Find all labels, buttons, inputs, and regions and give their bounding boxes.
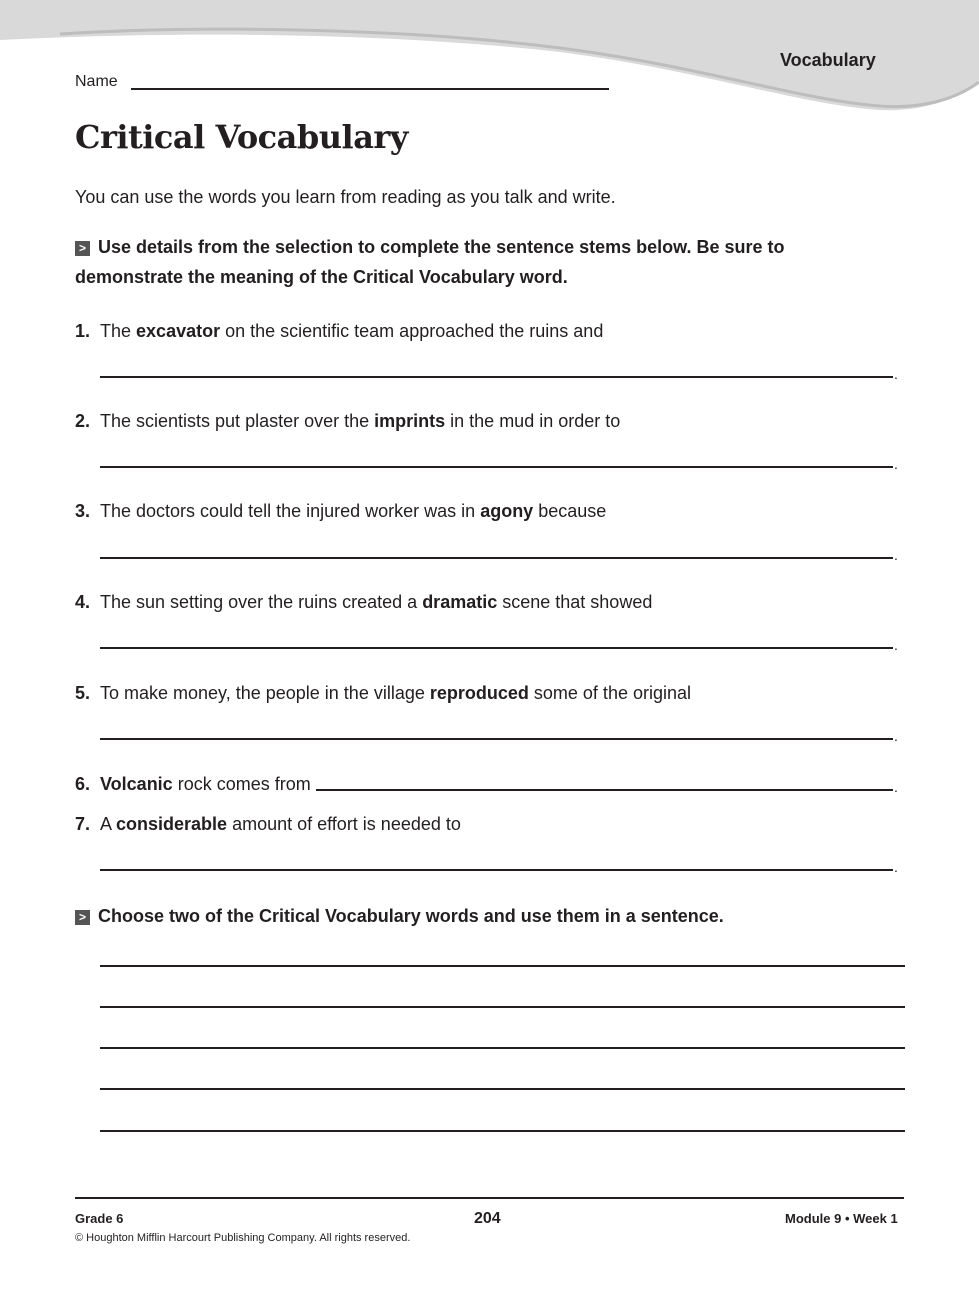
vocab-word-dramatic: dramatic xyxy=(422,592,498,612)
writing-line[interactable] xyxy=(100,965,905,967)
answer-line-3[interactable] xyxy=(100,557,893,559)
writing-line[interactable] xyxy=(100,1130,905,1132)
vocab-word-excavator: excavator xyxy=(136,321,221,341)
answer-line-7[interactable] xyxy=(100,869,893,871)
footer-module: Module 9 • Week 1 xyxy=(785,1211,898,1226)
writing-line[interactable] xyxy=(100,1006,905,1008)
footer-grade: Grade 6 xyxy=(75,1211,124,1226)
vocab-word-reproduced: reproduced xyxy=(429,683,529,703)
answer-line-2[interactable] xyxy=(100,466,893,468)
section-label: Vocabulary xyxy=(780,50,876,70)
instruction-1 xyxy=(75,232,835,292)
question-number: 2. xyxy=(75,411,91,431)
vocab-word-volcanic: Volcanic xyxy=(100,774,173,794)
question-2-text: The scientists put plaster over the imprints in the mud in order to xyxy=(100,411,621,431)
page-title: Critical Vocabulary xyxy=(75,118,408,156)
answer-line-4[interactable] xyxy=(100,647,893,649)
writing-line[interactable] xyxy=(100,1088,905,1090)
question-number: 4. xyxy=(75,592,91,612)
footer-divider xyxy=(75,1197,904,1199)
writing-line[interactable] xyxy=(100,1047,905,1049)
question-number: 7. xyxy=(75,814,91,834)
name-label: Name xyxy=(75,73,118,90)
question-number: 1. xyxy=(75,321,91,341)
answer-line-5[interactable] xyxy=(100,738,893,740)
vocab-word-agony: agony xyxy=(480,501,534,521)
question-6-text: Volcanic rock comes from xyxy=(100,774,311,794)
intro-text: You can use the words you learn from reading as you talk and write. xyxy=(75,187,616,207)
question-number: 3. xyxy=(75,501,91,521)
page-number: 204 xyxy=(474,1210,501,1227)
instruction-2 xyxy=(75,901,835,931)
instruction-1-text: Use details from the selection to complete the sentence stems below. Be sure to demonstrate the meaning of the Critical Vocabulary word. xyxy=(75,237,785,287)
copyright: © Houghton Mifflin Harcourt Publishing Company. All rights reserved. xyxy=(75,1232,411,1244)
arrow-icon: > xyxy=(75,241,90,256)
question-7-text: A considerable amount of effort is needed to xyxy=(100,814,461,834)
question-1-text: The excavator on the scientific team approached the ruins and xyxy=(100,321,604,341)
answer-line-6[interactable] xyxy=(316,789,893,791)
question-number: 5. xyxy=(75,683,91,703)
question-5-text: To make money, the people in the village reproduced some of the original xyxy=(100,683,691,703)
instruction-2-text: Choose two of the Critical Vocabulary words and use them in a sentence. xyxy=(98,906,724,926)
question-4-text: The sun setting over the ruins created a dramatic scene that showed xyxy=(100,592,653,612)
arrow-icon: > xyxy=(75,910,90,925)
vocab-word-considerable: considerable xyxy=(116,814,228,834)
question-3-text: The doctors could tell the injured worker was in agony because xyxy=(100,501,607,521)
name-field-line[interactable] xyxy=(131,88,609,90)
answer-line-1[interactable] xyxy=(100,376,893,378)
vocab-word-imprints: imprints xyxy=(374,411,446,431)
question-number: 6. xyxy=(75,774,91,794)
